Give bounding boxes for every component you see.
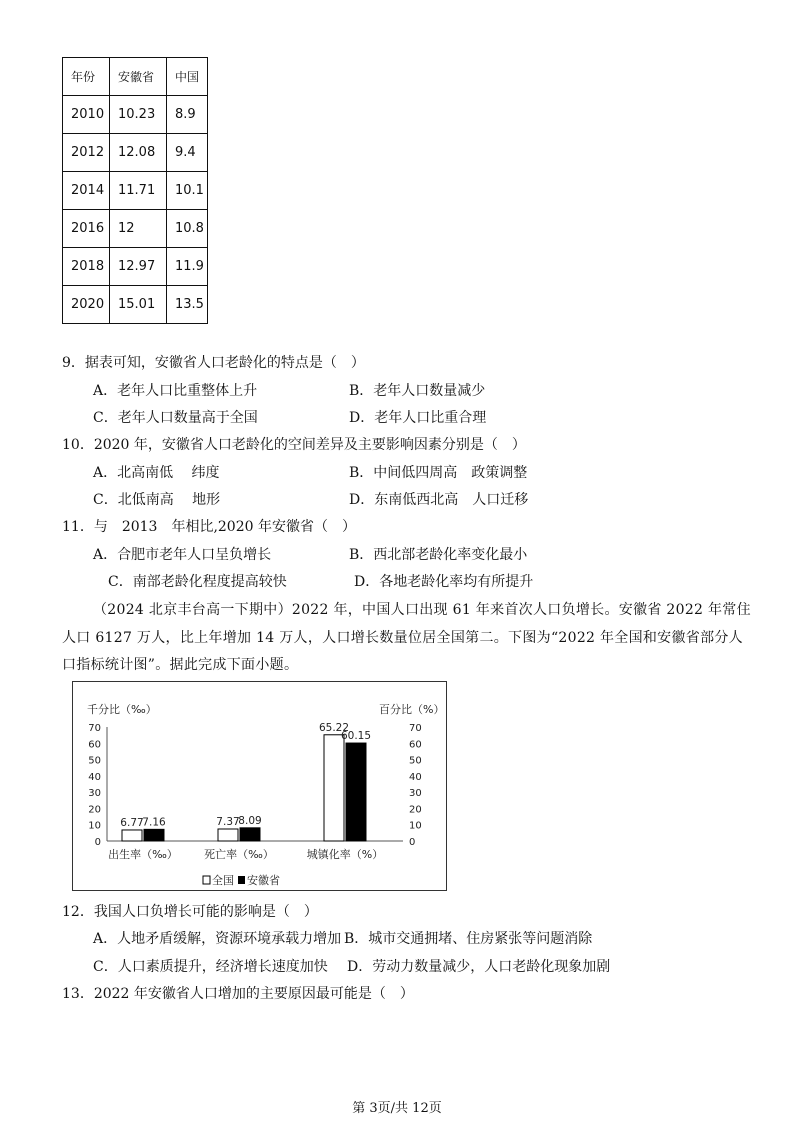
bar-value-label: 7.16 — [142, 816, 166, 829]
table-cell: 10.23 — [110, 96, 167, 134]
question-9-option-a[interactable]: A．老年人口比重整体上升 — [93, 383, 258, 399]
table-cell: 11.71 — [110, 172, 167, 210]
left-tick-label: 10 — [88, 820, 101, 832]
aging-rate-table — [62, 57, 208, 324]
table-cell: 2018 — [63, 248, 110, 286]
left-axis-title: 千分比（‰） — [87, 703, 157, 716]
question-9-option-b[interactable]: B．老年人口数量减少 — [349, 383, 486, 399]
intro-line-3: 口指标统计图”。据此完成下面小题。 — [62, 657, 299, 673]
table-cell: 10.1 — [167, 172, 208, 210]
table-cell: 12.08 — [110, 134, 167, 172]
bar-value-label: 6.77 — [120, 816, 144, 829]
table-row — [63, 248, 208, 286]
table-cell: 2012 — [63, 134, 110, 172]
right-tick-label: 10 — [409, 820, 422, 832]
table-cell: 12 — [110, 210, 167, 248]
category-label: 出生率（‰） — [108, 848, 178, 861]
left-tick-label: 70 — [88, 723, 101, 734]
bar-value-label: 60.15 — [340, 730, 372, 743]
left-tick-label: 20 — [88, 804, 101, 816]
question-10-option-d[interactable]: D．东南低西北高 人口迁移 — [349, 492, 529, 508]
right-axis-title: 百分比（%） — [379, 703, 445, 716]
table-row — [63, 172, 208, 210]
chart-legend — [203, 873, 280, 887]
question-12-option-c[interactable]: C．人口素质提升，经济增长速度加快 — [93, 959, 328, 975]
table-cell: 11.9 — [167, 248, 208, 286]
bar-national — [324, 735, 344, 841]
question-11-option-b[interactable]: B．西北部老龄化率变化最小 — [349, 547, 528, 563]
category-label: 死亡率（‰） — [204, 848, 274, 861]
bar-national — [218, 829, 238, 841]
question-13-stem: 13．2022 年安徽省人口增加的主要原因最可能是（ ） — [62, 986, 414, 1002]
chart-svg — [73, 682, 448, 892]
table-header-row — [63, 58, 208, 96]
category-label: 城镇化率（%） — [306, 848, 384, 861]
left-tick-label: 40 — [88, 771, 101, 783]
question-11-option-a[interactable]: A．合肥市老年人口呈负增长 — [93, 547, 272, 563]
legend-swatch-national — [203, 876, 210, 884]
legend-swatch-anhui — [238, 876, 245, 884]
bar-national — [122, 830, 142, 841]
question-10-option-c[interactable]: C．北低南高 地形 — [93, 492, 221, 508]
bar-anhui — [240, 828, 260, 841]
legend-label-anhui: 安徽省 — [247, 874, 280, 887]
table-row — [63, 210, 208, 248]
header-anhui: 安徽省 — [110, 58, 167, 96]
table-row — [63, 286, 208, 324]
table-cell: 12.97 — [110, 248, 167, 286]
question-9-stem: 9．据表可知，安徽省人口老龄化的特点是（ ） — [62, 355, 365, 371]
question-12-stem: 12．我国人口负增长可能的影响是（ ） — [62, 904, 318, 920]
legend-label-national: 全国 — [212, 874, 234, 887]
right-tick-label: 30 — [409, 788, 422, 800]
bar-value-label: 7.37 — [216, 815, 240, 828]
question-12-option-b[interactable]: B．城市交通拥堵、住房紧张等问题消除 — [344, 931, 593, 947]
table-row — [63, 96, 208, 134]
bar-value-label: 8.09 — [238, 814, 262, 827]
right-tick-label: 70 — [409, 723, 422, 734]
right-tick-label: 50 — [409, 755, 422, 767]
header-china: 中国 — [167, 58, 208, 96]
intro-line-2: 人口 6127 万人，比上年增加 14 万人，人口增长数量位居全国第二。下图为“2022 年全国和安徽省部分人 — [62, 630, 743, 646]
question-9-option-c[interactable]: C．老年人口数量高于全国 — [93, 410, 258, 426]
question-11-option-d[interactable]: D．各地老龄化率均有所提升 — [354, 574, 534, 590]
bar-anhui — [144, 829, 164, 841]
intro-line-1: （2024 北京丰台高一下期中）2022 年，中国人口出现 61 年来首次人口负增长。安徽省 2022 年常住 — [93, 602, 751, 618]
question-10-option-b[interactable]: B．中间低四周高 政策调整 — [349, 465, 528, 481]
bar-value-label: 65.22 — [318, 721, 350, 734]
table-cell: 13.5 — [167, 286, 208, 324]
left-tick-label: 30 — [88, 788, 101, 800]
bar-anhui — [346, 743, 366, 841]
right-tick-label: 0 — [409, 837, 416, 848]
table-cell: 2020 — [63, 286, 110, 324]
table-cell: 15.01 — [110, 286, 167, 324]
table-cell: 10.8 — [167, 210, 208, 248]
right-tick-label: 40 — [409, 771, 422, 783]
right-tick-label: 60 — [409, 739, 422, 751]
population-indicator-chart — [72, 681, 447, 891]
question-10-option-a[interactable]: A．北高南低 纬度 — [93, 465, 220, 481]
header-year: 年份 — [63, 58, 110, 96]
table-cell: 2010 — [63, 96, 110, 134]
left-tick-label: 60 — [88, 739, 101, 751]
question-9-option-d[interactable]: D．老年人口比重合理 — [349, 410, 487, 426]
table-row — [63, 134, 208, 172]
page-footer: 第 3页/共 12页 — [352, 1101, 442, 1116]
question-11-stem: 11．与 2013 年相比,2020 年安徽省（ ） — [62, 519, 356, 535]
table-cell: 2014 — [63, 172, 110, 210]
right-tick-label: 20 — [409, 804, 422, 816]
left-tick-label: 0 — [94, 837, 101, 848]
table-cell: 2016 — [63, 210, 110, 248]
question-12-option-a[interactable]: A．人地矛盾缓解，资源环境承载力增加 — [93, 931, 342, 947]
left-tick-label: 50 — [88, 755, 101, 767]
question-10-stem: 10．2020 年，安徽省人口老龄化的空间差异及主要影响因素分别是（ ） — [62, 437, 526, 453]
question-11-option-c[interactable]: C．南部老龄化程度提高较快 — [108, 574, 287, 590]
table-cell: 8.9 — [167, 96, 208, 134]
question-12-option-d[interactable]: D．劳动力数量减少，人口老龄化现象加剧 — [347, 959, 611, 975]
table-cell: 9.4 — [167, 134, 208, 172]
